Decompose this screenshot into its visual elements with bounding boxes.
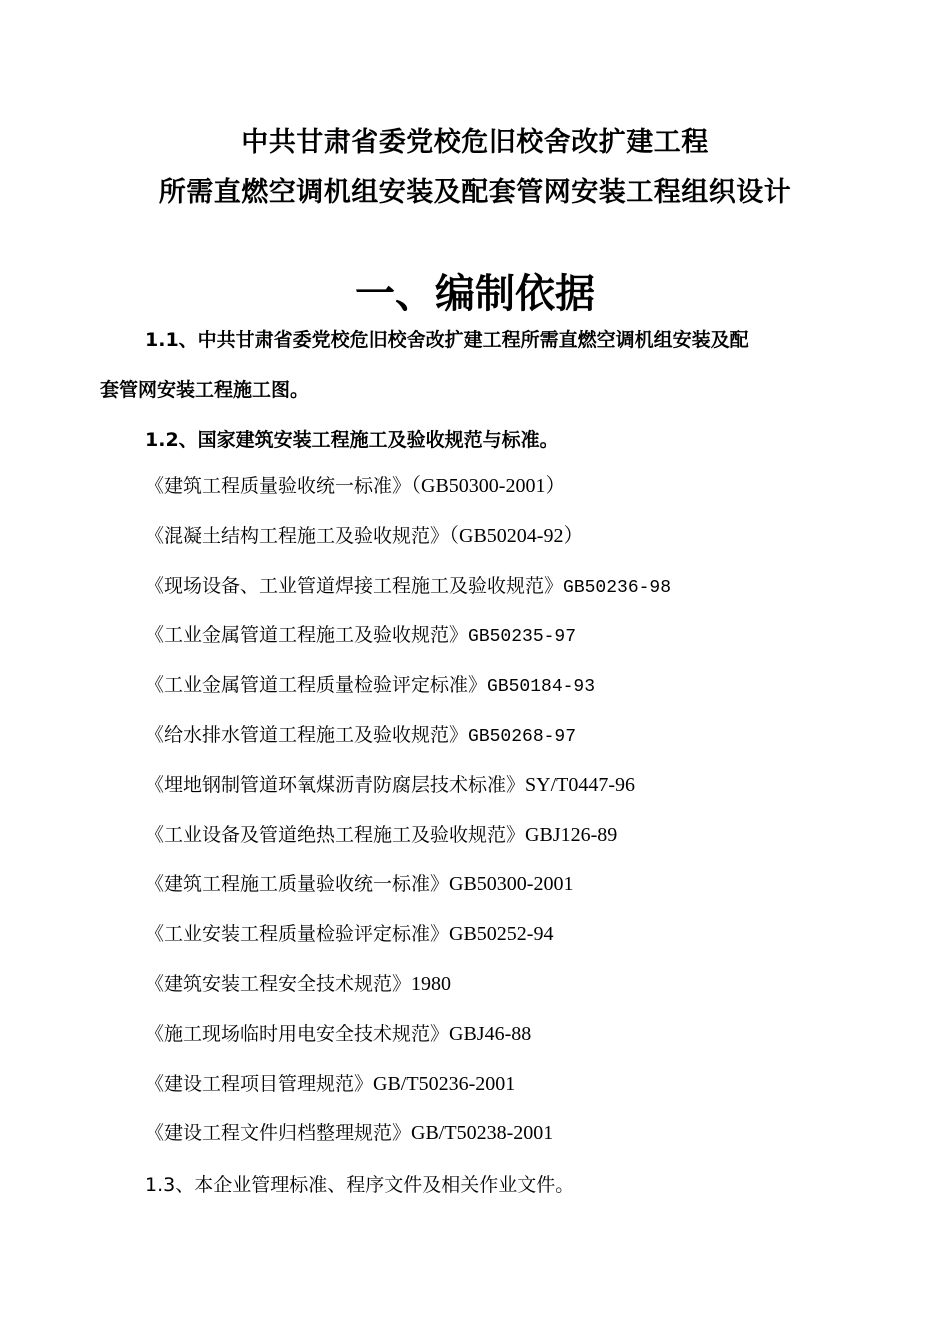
standard-name: 《现场设备、工业管道焊接工程施工及验收规范》 [145,574,564,597]
standard-code: SY/T0447-96 [525,773,636,796]
standard-item [145,521,671,571]
standards-list [145,471,671,1168]
standard-code: GB50236-98 [563,577,672,598]
standard-code: GB/T50238-2001 [411,1122,554,1145]
standard-code: （GB50204-92） [449,524,584,547]
standard-code: GB50235-97 [468,627,577,648]
standard-code: 1980 [411,972,452,995]
standard-item [145,571,671,621]
document-title-line-2: 所需直燃空调机组安装及配套管网安装工程组织设计 [158,177,792,208]
standard-code: GBJ126-89 [525,823,618,846]
standard-item [145,820,671,870]
standard-code: GB50300-2001 [449,873,574,896]
standard-code: GB50184-93 [487,677,596,698]
standard-name: 《给水排水管道工程施工及验收规范》 [145,723,469,746]
standard-name: 《施工现场临时用电安全技术规范》 [145,1022,450,1045]
standard-code: （GB50300-2001） [411,475,566,497]
standard-code: GB/T50236-2001 [373,1072,516,1095]
standard-name: 《工业安装工程质量检验评定标准》 [145,923,450,946]
standard-item [145,869,671,919]
standard-name: 《建筑安装工程安全技术规范》 [145,972,412,995]
standard-item [145,670,671,720]
standard-name: 《建筑工程质量验收统一标准》 [145,475,412,497]
standard-name: 《工业金属管道工程施工及验收规范》 [145,624,469,647]
standard-name: 《工业金属管道工程质量检验评定标准》 [145,674,488,697]
standard-name: 《埋地钢制管道环氧煤沥青防腐层技术标准》 [145,773,526,796]
standard-item [145,1019,671,1069]
standard-item [145,919,671,969]
standard-code: GBJ46-88 [449,1022,532,1045]
standard-name: 《混凝土结构工程施工及验收规范》 [145,524,450,547]
section-heading: 一、编制依据 [355,271,595,317]
standard-name: 《建设工程项目管理规范》 [145,1072,374,1095]
paragraph-1-1-line-2: 套管网安装工程施工图。 [100,379,310,401]
standard-item [145,720,671,770]
standard-code: GB50268-97 [468,726,577,747]
standard-item [145,620,671,670]
standard-name: 《建筑工程施工质量验收统一标准》 [145,873,450,896]
standard-item [145,770,671,820]
standard-item [145,471,671,521]
standard-item [145,969,671,1019]
document-title-line-1: 中共甘肃省委党校危旧校舍改扩建工程 [241,127,709,158]
standard-item [145,1118,671,1168]
standard-code: GB50252-94 [449,923,554,946]
paragraph-1-2: 1.2、国家建筑安装工程施工及验收规范与标准。 [145,429,559,451]
standard-name: 《建设工程文件归档整理规范》 [145,1122,412,1145]
standard-name: 《工业设备及管道绝热工程施工及验收规范》 [145,823,526,846]
standard-item [145,1069,671,1119]
paragraph-1-3: 1.3、本企业管理标准、程序文件及相关作业文件。 [145,1174,575,1196]
paragraph-1-1-line-1: 1.1、中共甘肃省委党校危旧校舍改扩建工程所需直燃空调机组安装及配 [145,329,749,351]
